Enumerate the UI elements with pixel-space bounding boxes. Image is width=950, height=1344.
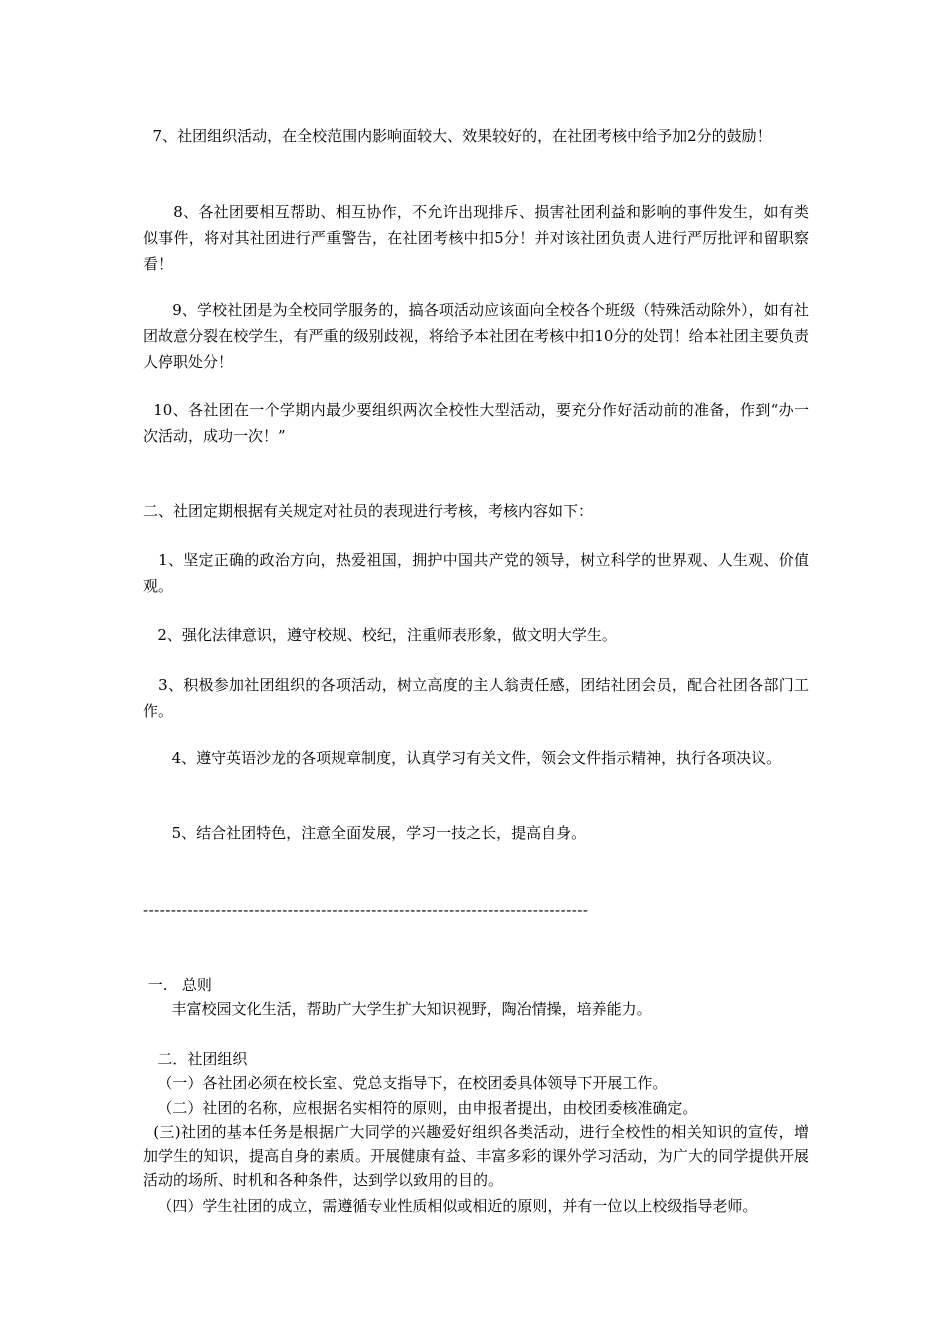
organization-clause-2: （二）社团的名称，应根据名实相符的原则，由申报者提出，由校团委核准确定。 bbox=[143, 1099, 698, 1117]
rule-item-9: 9、学校社团是为全校同学服务的，搞各项活动应该面向全校各个班级（特殊活动除外），如有社团故意分裂在校学生，有严重的级别歧视，将给予本社团在考核中扣10分的处罚！给本社团主要负责人停职处分！ bbox=[143, 301, 809, 371]
section-two-heading: 二、社团定期根据有关规定对社员的表现进行考核，考核内容如下： bbox=[143, 502, 594, 520]
assessment-item-2: 2、强化法律意识，遵守校规、校纪，注重师表形象，做文明大学生。 bbox=[143, 626, 617, 644]
rule-item-8: 8、各社团要相互帮助、相互协作，不允许出现排斥、损害社团利益和影响的事件发生，如有类似事件，将对其社团进行严重警告，在社团考核中扣5分！并对该社团负责人进行严厉批评和留职察看！ bbox=[143, 203, 809, 273]
assessment-item-4: 4、遵守英语沙龙的各项规章制度，认真学习有关文件，领会文件指示精神，执行各项决议。 bbox=[143, 749, 782, 767]
organization-clause-1: （一）各社团必须在校长室、党总支指导下，在校团委具体领导下开展工作。 bbox=[143, 1074, 668, 1092]
assessment-item-3: 3、积极参加社团组织的各项活动，树立高度的主人翁责任感，团结社团会员，配合社团各部门工作。 bbox=[143, 676, 809, 720]
assessment-item-1: 1、坚定正确的政治方向，热爱祖国，拥护中国共产党的领导，树立科学的世界观、人生观、价值观。 bbox=[143, 551, 809, 595]
rule-item-7: 7、社团组织活动，在全校范围内影响面较大、效果较好的，在社团考核中给予加2分的鼓励！ bbox=[143, 127, 772, 145]
organization-clause-3: (三)社团的基本任务是根据广大同学的兴趣爱好组织各类活动，进行全校性的相关知识的宣传，增加学生的知识，提高自身的素质。开展健康有益、丰富多彩的课外学习活动，为广大的同学提供开展活动的场所、时机和各种条件，达到学以致用的目的。 bbox=[143, 1123, 809, 1189]
organization-heading: 二．社团组织 bbox=[143, 1050, 248, 1068]
rule-item-10: 10、各社团在一个学期内最少要组织两次全校性大型活动，要充分作好活动前的准备，作到“办一次活动，成功一次！” bbox=[143, 401, 809, 445]
general-paragraph: 丰富校园文化生活，帮助广大学生扩大知识视野，陶冶情操，培养能力。 bbox=[143, 1000, 652, 1018]
divider-line: -------------------------------------------------------------------------------- bbox=[143, 901, 588, 919]
organization-clause-4: （四）学生社团的成立，需遵循专业性质相似或相近的原则，并有一位以上校级指导老师。 bbox=[143, 1197, 758, 1215]
assessment-item-5: 5、结合社团特色，注意全面发展，学习一技之长，提高自身。 bbox=[143, 824, 587, 842]
general-heading: 一. 总则 bbox=[143, 976, 212, 994]
